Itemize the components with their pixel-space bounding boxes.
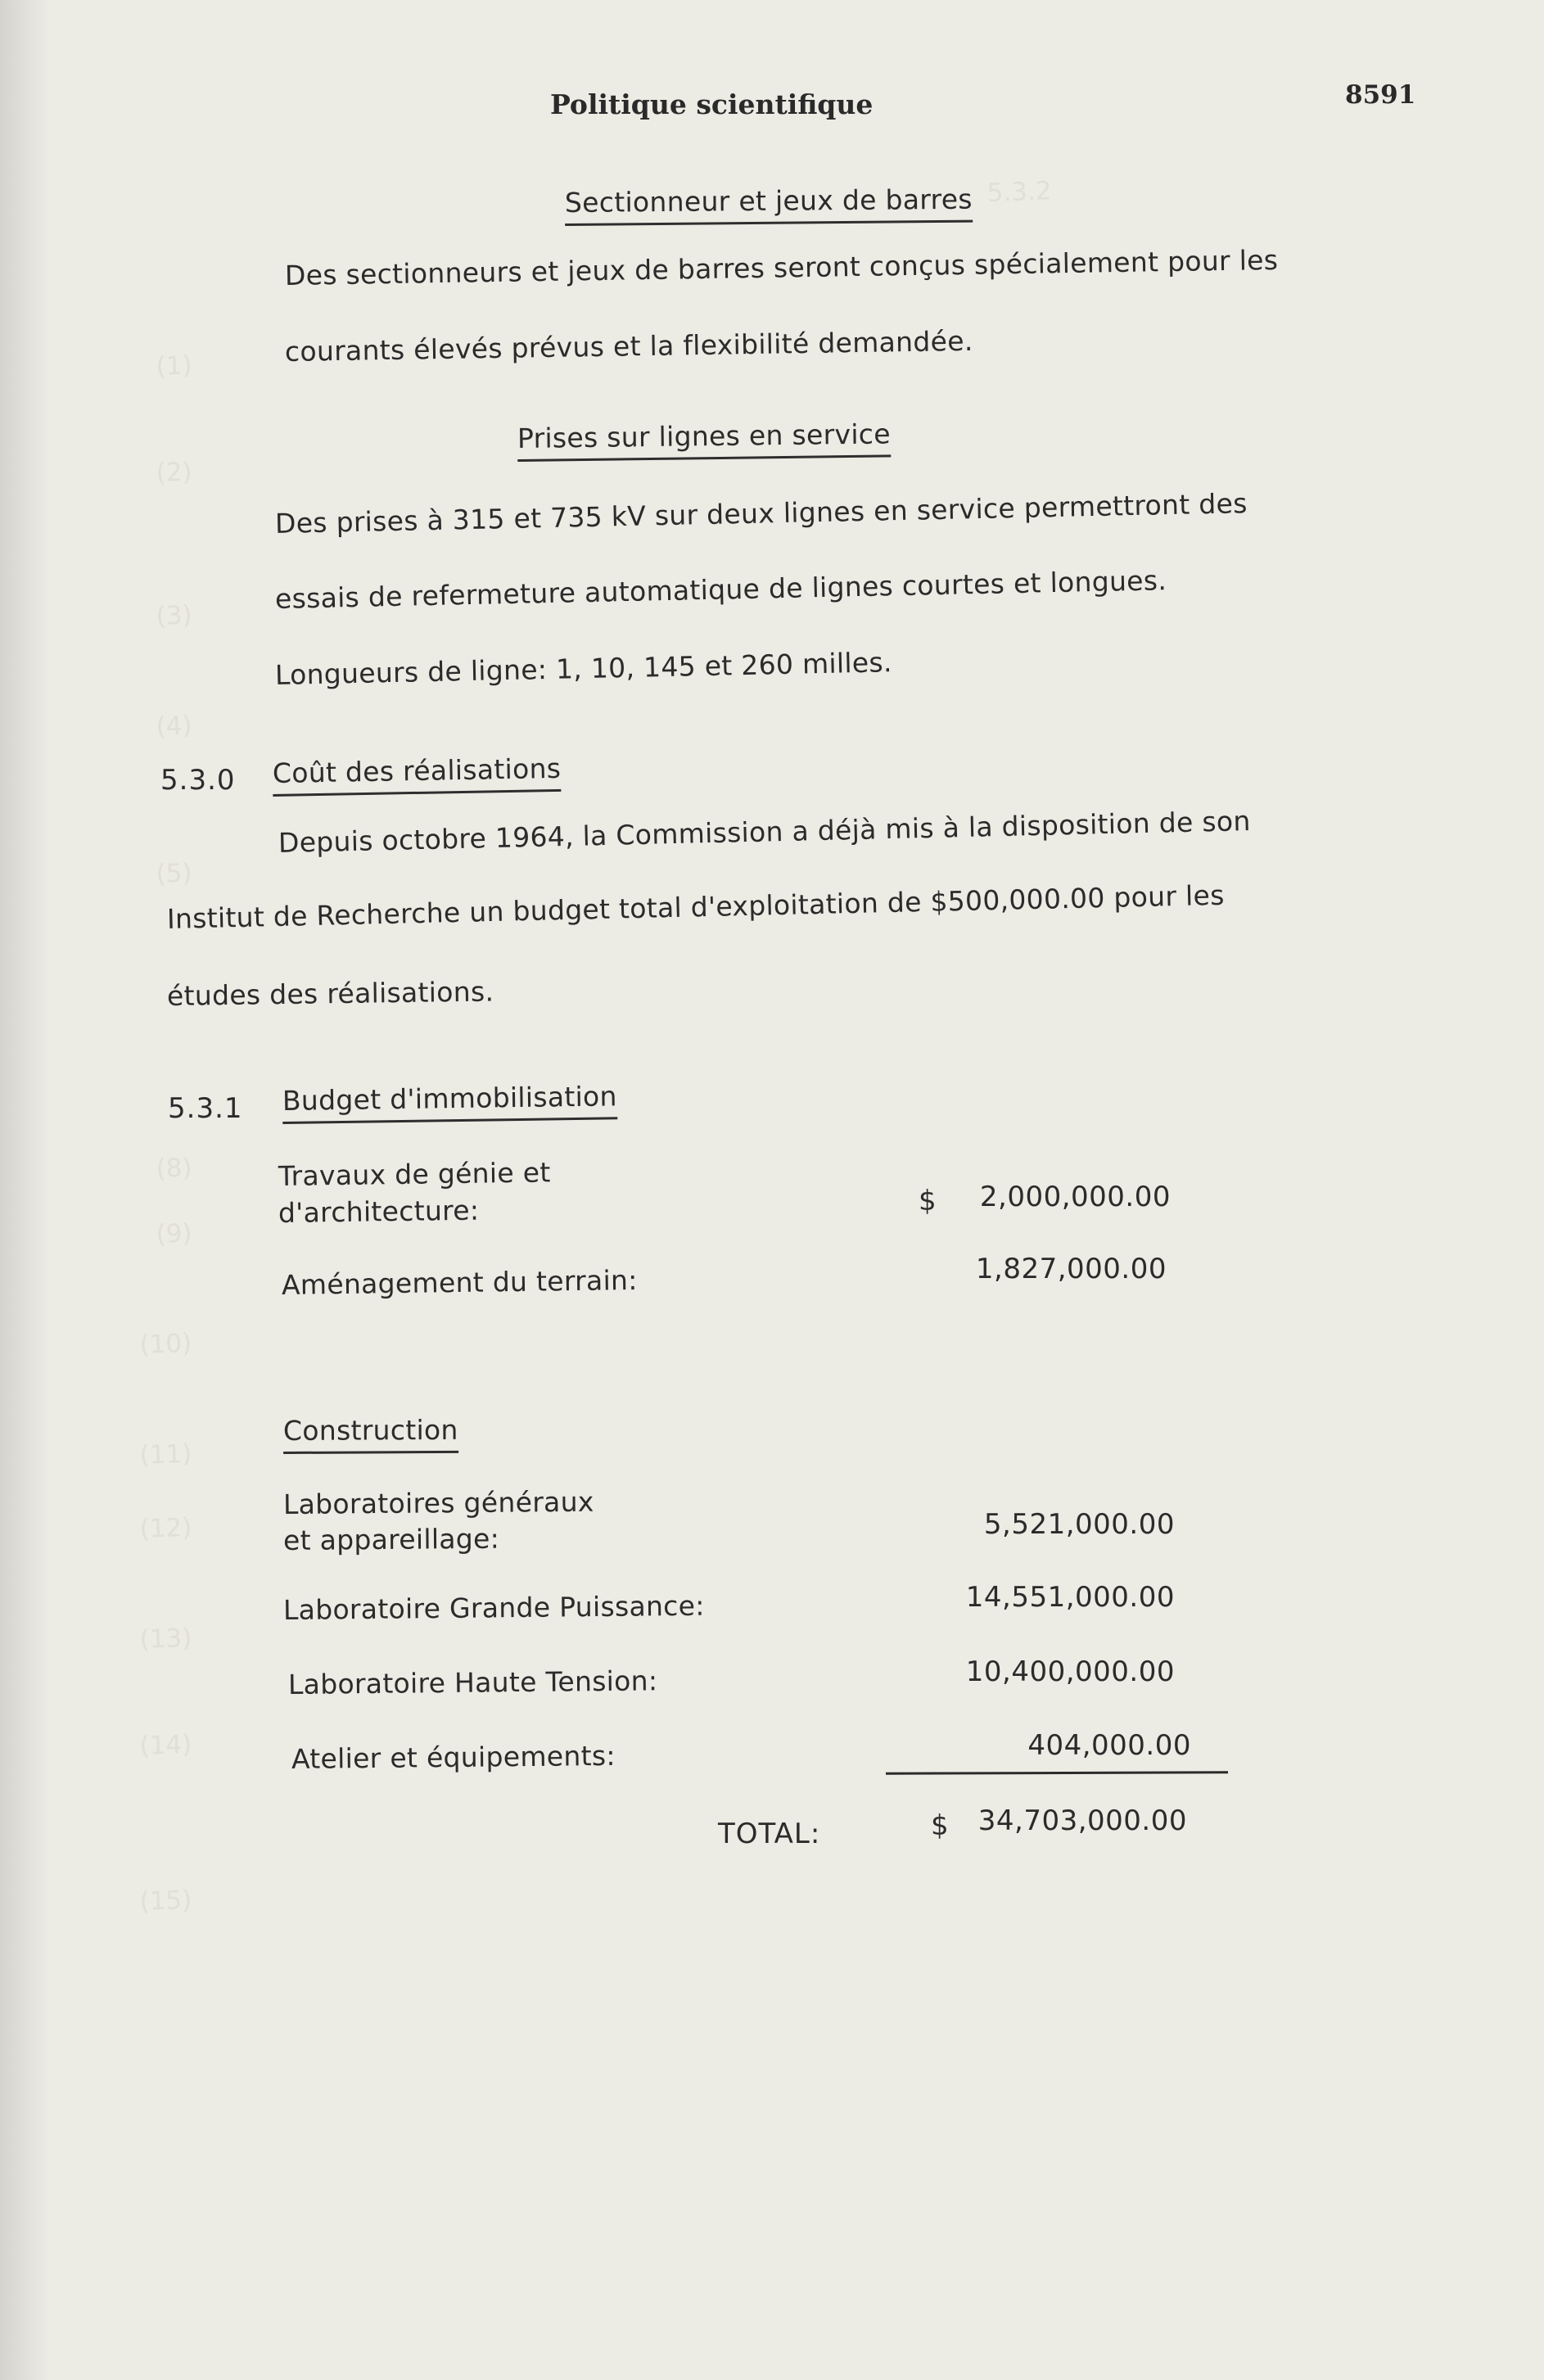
bleed-through-text: (12) [139,1512,192,1544]
bleed-through-text: (5) [156,858,193,889]
section-number-531: 5.3.1 [168,1092,243,1125]
budget-item-label: Travaux de génie et [278,1156,551,1192]
budget-item-amount: 2,000,000.00 [979,1181,1171,1213]
bleed-through-text: (14) [139,1729,192,1761]
sectionneur-heading: Sectionneur et jeux de barres [565,183,973,226]
prises-line-1: Des prises à 315 et 735 kV sur deux lignes en service permettront des [274,487,1248,540]
construction-heading: Construction [283,1414,458,1454]
construction-item-label: Laboratoires généraux [282,1485,594,1520]
sum-rule [886,1771,1228,1774]
section-number-530: 5.3.0 [160,764,236,797]
bleed-through-text: (9) [156,1218,193,1249]
prises-line-3: Longueurs de ligne: 1, 10, 145 et 260 milles. [274,646,893,691]
construction-item-label: et appareillage: [282,1522,500,1556]
budget-item-label: d'architecture: [278,1194,480,1229]
total-currency-symbol: $ [931,1809,950,1842]
bleed-through-text: (1) [156,350,193,382]
budget-heading: Budget d'immobilisation [282,1080,617,1124]
sectionneur-line-1: Des sectionneurs et jeux de barres seront conçus spécialement pour les [284,243,1279,291]
construction-item-amount: 10,400,000.00 [965,1655,1175,1688]
bleed-through-text: (10) [139,1328,192,1360]
bleed-through-text: (8) [156,1153,193,1184]
construction-item-label: Laboratoire Grande Puissance: [282,1589,705,1626]
budget-item-amount: 1,827,000.00 [975,1253,1167,1285]
construction-item-label: Laboratoire Haute Tension: [287,1664,658,1700]
cout-heading: Coût des réalisations [273,752,562,797]
cout-line-1: Depuis octobre 1964, la Commission a déjà mis à la disposition de son [278,805,1251,859]
bleed-through-text: (13) [139,1623,192,1655]
bleed-through-text: (3) [156,600,193,631]
sectionneur-line-2: courants élevés prévus et la flexibilité demandée. [284,324,973,368]
total-label: TOTAL: [718,1818,821,1850]
bleed-through-text: 5.3.2 [986,176,1053,208]
running-title: Politique scientifique [550,88,874,120]
prises-heading: Prises sur lignes en service [517,418,891,462]
bleed-through-text: (11) [139,1438,192,1470]
bleed-through-text: (4) [156,711,193,742]
bleed-through-text: (15) [139,1885,192,1917]
budget-item-label: Aménagement du terrain: [281,1263,638,1301]
construction-item-amount: 404,000.00 [1027,1729,1191,1762]
cout-line-3: études des réalisations. [166,975,494,1012]
prises-line-2: essais de refermeture automatique de lignes courtes et longues. [274,564,1167,615]
page-number: 8591 [1345,80,1416,110]
construction-item-amount: 14,551,000.00 [965,1581,1175,1614]
cout-line-2: Institut de Recherche un budget total d'exploitation de $500,000.00 pour les [166,878,1226,935]
bleed-through-text: (2) [156,457,193,488]
construction-item-label: Atelier et équipements: [291,1739,616,1775]
total-amount: 34,703,000.00 [977,1804,1187,1837]
construction-item-amount: 5,521,000.00 [983,1508,1175,1541]
budget-currency-symbol: $ [919,1185,937,1217]
